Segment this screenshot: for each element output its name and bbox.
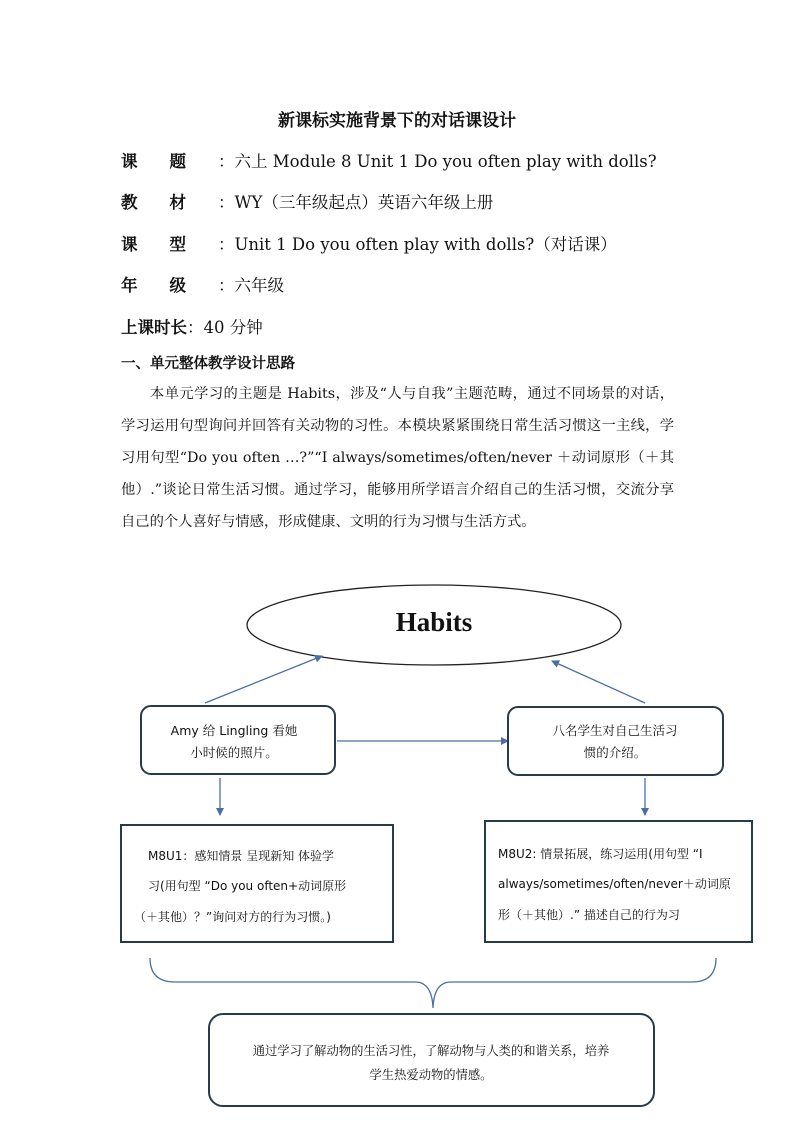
habits-center-label: Habits (395, 607, 473, 637)
right-unit-line-3: 形（＋其他）.” 描述自己的行为习 (498, 908, 680, 922)
summary-line-1: 通过学习了解动物的生活习性，了解动物与人类的和谐关系，培养 (252, 1044, 610, 1058)
field-lesson-type-value: ：Unit 1 Do you often play with dolls?（对话课） (218, 235, 617, 254)
left-unit-line-3: （＋其他）？”询问对方的行为习惯。) (134, 910, 331, 924)
section-heading: 一、单元整体教学设计思路 (121, 355, 295, 372)
field-grade-label: 年级 (121, 276, 218, 295)
right-unit-line-2: always/sometimes/often/never＋动词原 (498, 877, 731, 891)
field-topic-value: ：六上 Module 8 Unit 1 Do you often play with dolls? (218, 152, 657, 171)
field-duration-label: 上课时长 (121, 318, 187, 337)
right-unit-line-1: M8U2: 情景拓展，练习运用(用句型 “I (498, 847, 703, 861)
document-title: 新课标实施背景下的对话课设计 (278, 111, 516, 131)
field-textbook-value: ：WY（三年级起点）英语六年级上册 (218, 193, 494, 212)
field-topic-label: 课题 (121, 152, 218, 171)
arrow-right-to-center (552, 661, 645, 703)
left-box-line-1: Amy 给 Lingling 看她 (170, 723, 298, 738)
field-textbook-label: 教材 (121, 193, 218, 212)
left-unit-line-2: 习(用句型 “Do you often+动词原形 (148, 879, 347, 893)
field-duration-value: ：40 分钟 (187, 318, 263, 337)
arrow-left-to-center (205, 656, 322, 703)
summary-brace (150, 958, 716, 1008)
left-rounded-box (141, 706, 335, 774)
paragraph-text: 本单元学习的主题是 Habits，涉及“人与自我”主题范畴，通过不同场景的对话，学习运用句型询问并回答有关动物的习性。本模块紧紧围绕日常生活习惯这一主线，学习用句型“Do you often …?”“I always/sometimes/often/never ＋动词原形（＋其他）.”谈论日常生活习惯。通过学习，能够用所学语言介绍自己的生活习惯，交流分享自己的个人喜好与情感，形成健康、文明的行为习惯与生活方式。 (121, 386, 674, 530)
summary-line-2: 学生热爱动物的情感。 (369, 1068, 493, 1082)
left-unit-line-1: M8U1：感知情景 呈现新知 体验学 (148, 849, 335, 863)
left-box-line-2: 小时候的照片。 (190, 745, 278, 760)
right-box-line-1: 八名学生对自己生活习 (552, 723, 678, 738)
right-box-line-2: 惯的介绍。 (583, 745, 647, 760)
field-grade-value: ：六年级 (218, 276, 284, 295)
field-lesson-type-label: 课型 (121, 235, 218, 254)
summary-box (209, 1014, 654, 1106)
right-rounded-box (508, 707, 723, 775)
